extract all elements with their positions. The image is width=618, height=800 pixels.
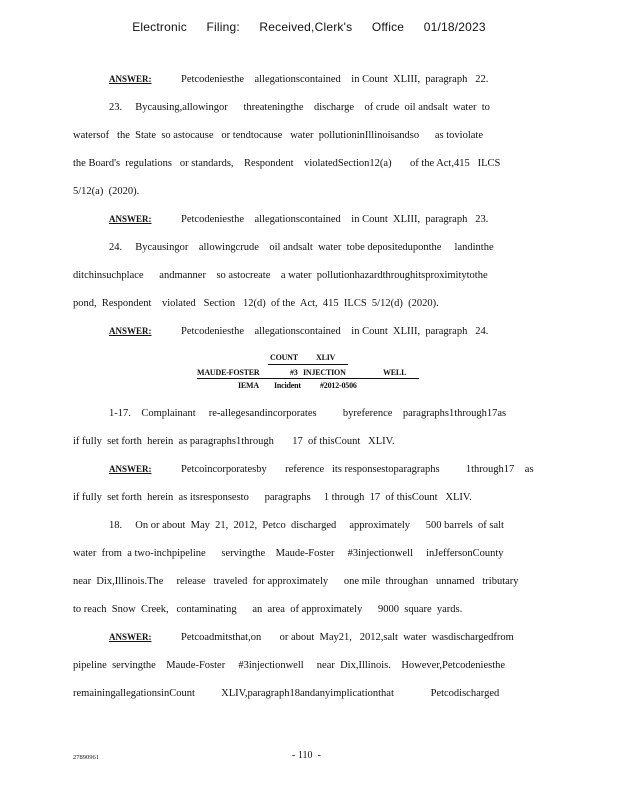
line-text: Petcodeniesthe allegationscontained in Count XLIII, paragraph 22. xyxy=(181,74,489,85)
section-injection: #3 INJECTION xyxy=(290,368,346,377)
answer-label: ANSWER: xyxy=(109,214,152,224)
section-incident-number: #2012-0506 xyxy=(320,381,357,390)
body-line: pipeline servingthe Maude-Foster #3injectionwell near Dix,Illinois. However,Petcodeniesthe xyxy=(73,660,506,671)
section-incident: Incident xyxy=(274,381,301,390)
paragraph-1-17: 1-17. Complainant re-allegesandincorporates byreference paragraphs1through17as xyxy=(109,408,507,419)
line-text: Petcodeniesthe allegationscontained in Count XLIII, paragraph 24. xyxy=(181,326,489,337)
body-line: pond, Respondent violated Section 12(d) of the Act, 415 ILCS 5/12(d) (2020). xyxy=(73,298,439,309)
body-line: remainingallegationsinCount XLIV,paragraph18andanyimplicationthat Petcodischarged xyxy=(73,688,500,699)
section-count: COUNT xyxy=(270,353,298,362)
body-line: watersof the State so astocause or tendtocause water pollutioninIllinoisandso as toviolate xyxy=(73,130,483,141)
body-line: if fully set forth herein as paragraphs1through 17 of thisCount XLIV. xyxy=(73,436,395,447)
body-line: near Dix,Illinois.The release traveled for approximately one mile throughan unnamed tributary xyxy=(73,576,519,587)
body-line: the Board's regulations or standards, Respondent violatedSection12(a) of the Act,415 ILCS xyxy=(73,158,501,169)
filing-header xyxy=(0,20,618,34)
header-filing: Filing: xyxy=(206,20,240,34)
section-count-number: XLIV xyxy=(316,353,336,362)
body-line: if fully set forth herein as itsresponsesto paragraphs 1 through 17 of thisCount XLIV. xyxy=(73,492,472,503)
page-number: - 110 - xyxy=(292,750,321,761)
answer-paragraph xyxy=(109,631,514,644)
header-office: Office xyxy=(371,20,405,34)
section-rule xyxy=(197,378,419,379)
document-id: 27890961 xyxy=(73,754,99,761)
answer-label: ANSWER: xyxy=(109,326,152,336)
answer-label: ANSWER: xyxy=(109,464,152,474)
answer-paragraph xyxy=(109,325,488,338)
section-rule xyxy=(268,364,348,365)
answer-paragraph xyxy=(109,213,488,226)
answer-paragraph xyxy=(109,73,488,86)
answer-label: ANSWER: xyxy=(109,632,152,642)
line-text: Petcodeniesthe allegationscontained in Count XLIII, paragraph 23. xyxy=(181,214,489,225)
answer-label: ANSWER: xyxy=(109,74,152,84)
section-iema: IEMA xyxy=(238,381,259,390)
header-date: 01/18/2023 xyxy=(423,20,486,34)
header-received: Received,Clerk's xyxy=(259,20,353,34)
section-well-name: MAUDE-FOSTER xyxy=(197,368,260,377)
paragraph-18: 18. On or about May 21, 2012, Petco discharged approximately 500 barrels of salt xyxy=(109,520,504,531)
answer-paragraph xyxy=(109,463,534,476)
line-text: Petcoincorporatesby reference its responsestoparagraphs 1through17 as xyxy=(181,464,534,475)
header-electronic: Electronic xyxy=(132,20,187,34)
body-line: 5/12(a) (2020). xyxy=(73,186,140,197)
paragraph-24: 24. Bycausingor allowingcrude oil andsalt water tobe depositeduponthe landinthe xyxy=(109,242,494,253)
body-line: ditchinsuchplace andmanner so astocreate a water pollutionhazardthroughitsproximitytothe xyxy=(73,270,488,281)
body-line: water from a two-inchpipeline servingthe Maude-Foster #3injectionwell inJeffersonCounty xyxy=(73,548,504,559)
section-well: WELL xyxy=(383,368,407,377)
body-line: to reach Snow Creek, contaminating an area of approximately 9000 square yards. xyxy=(73,604,463,615)
line-text: Petcoadmitsthat,on or about May21, 2012,salt water wasdischargedfrom xyxy=(181,632,514,643)
paragraph-23: 23. Bycausing,allowingor threateningthe discharge of crude oil andsalt water to xyxy=(109,102,490,113)
